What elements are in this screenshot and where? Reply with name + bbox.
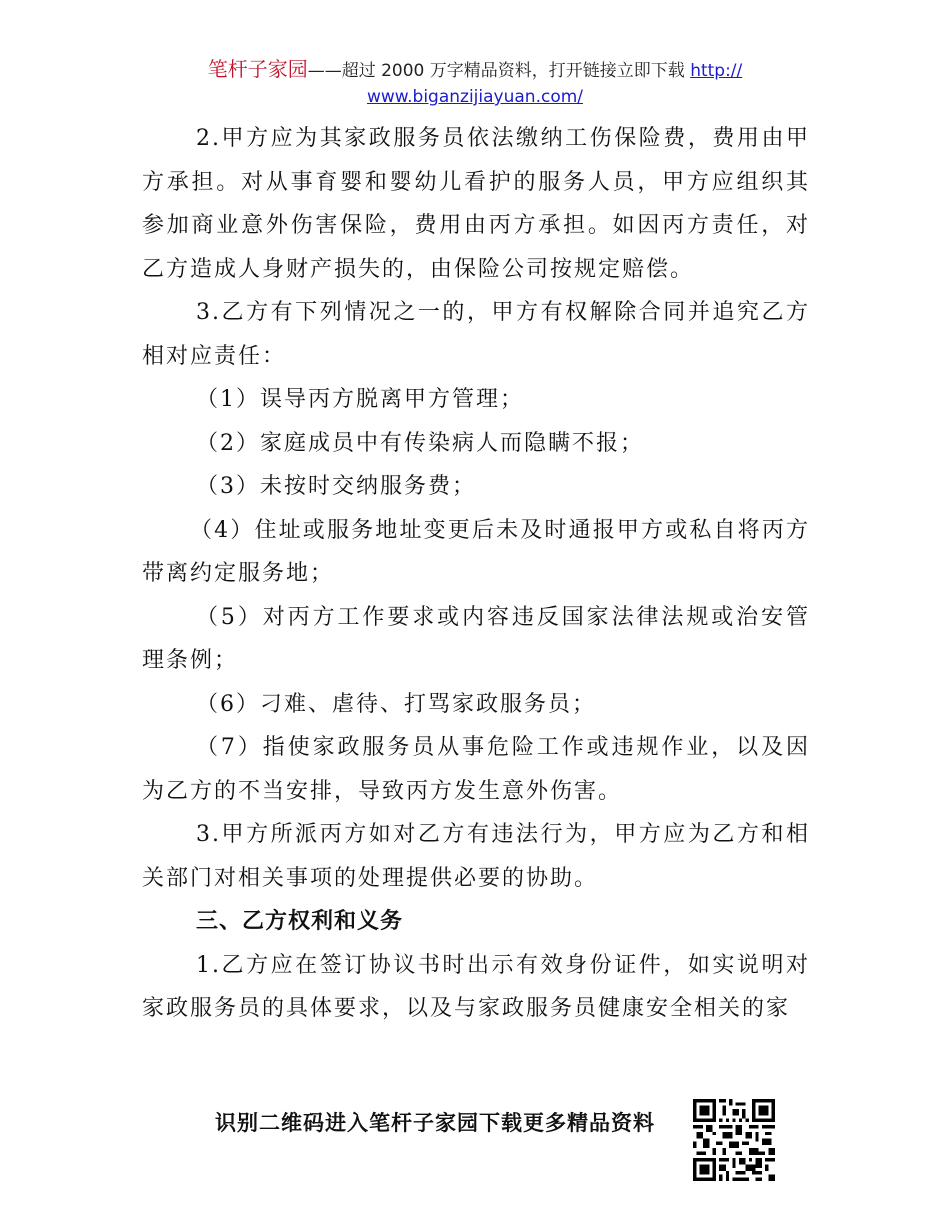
document-body — [142, 117, 810, 1031]
header-slogan: ——超过 2000 万字精品资料，打开链接立即下载 — [307, 61, 691, 81]
paragraph: 3.甲方所派丙方如对乙方有违法行为，甲方应为乙方和相关部门对相关事项的处理提供必要的协助。 — [142, 822, 810, 891]
list-item: （3）未按时交纳服务费； — [196, 474, 476, 499]
list-item: （7）指使家政服务员从事危险工作或违规作业，以及因为乙方的不当安排，导致丙方发生意外伤害。 — [142, 735, 810, 804]
qr-code-icon[interactable] — [693, 1099, 775, 1181]
list-item: （4）住址或服务地址变更后未及时通报甲方或私自将丙方带离约定服务地； — [142, 517, 810, 586]
page-header — [0, 56, 950, 110]
website-link-part-1[interactable]: http:// — [690, 61, 743, 81]
list-item: （2）家庭成员中有传染病人而隐瞒不报； — [196, 430, 644, 456]
header-line-2 — [0, 84, 950, 110]
header-line-1 — [0, 56, 950, 84]
website-link-part-2[interactable]: www.biganzijiayuan.com/ — [366, 87, 584, 107]
list-item: （6）刁难、虐待、打骂家政服务员； — [196, 691, 596, 717]
paragraph: 2.甲方应为其家政服务员依法缴纳工伤保险费，费用由甲方承担。对从事育婴和婴幼儿看护的服务人员，甲方应组织其参加商业意外伤害保险，费用由丙方承担。如因丙方责任，对乙方造成人身财产损失的，由保险公司按规定赔偿。 — [142, 126, 810, 282]
section-heading: 三、乙方权利和义务 — [196, 909, 404, 934]
brand-name: 笔杆子家园 — [207, 57, 308, 81]
paragraph: 3.乙方有下列情况之一的，甲方有权解除合同并追究乙方相对应责任： — [142, 300, 810, 369]
list-item: （5）对丙方工作要求或内容违反国家法律法规或治安管理条例； — [142, 604, 810, 673]
footer-text: 识别二维码进入笔杆子家园下载更多精品资料 — [215, 1111, 655, 1135]
list-item: （1）误导丙方脱离甲方管理； — [196, 387, 524, 412]
paragraph: 1.乙方应在签订协议书时出示有效身份证件，如实说明对家政服务员的具体要求，以及与家政服务员健康安全相关的家 — [142, 952, 810, 1021]
